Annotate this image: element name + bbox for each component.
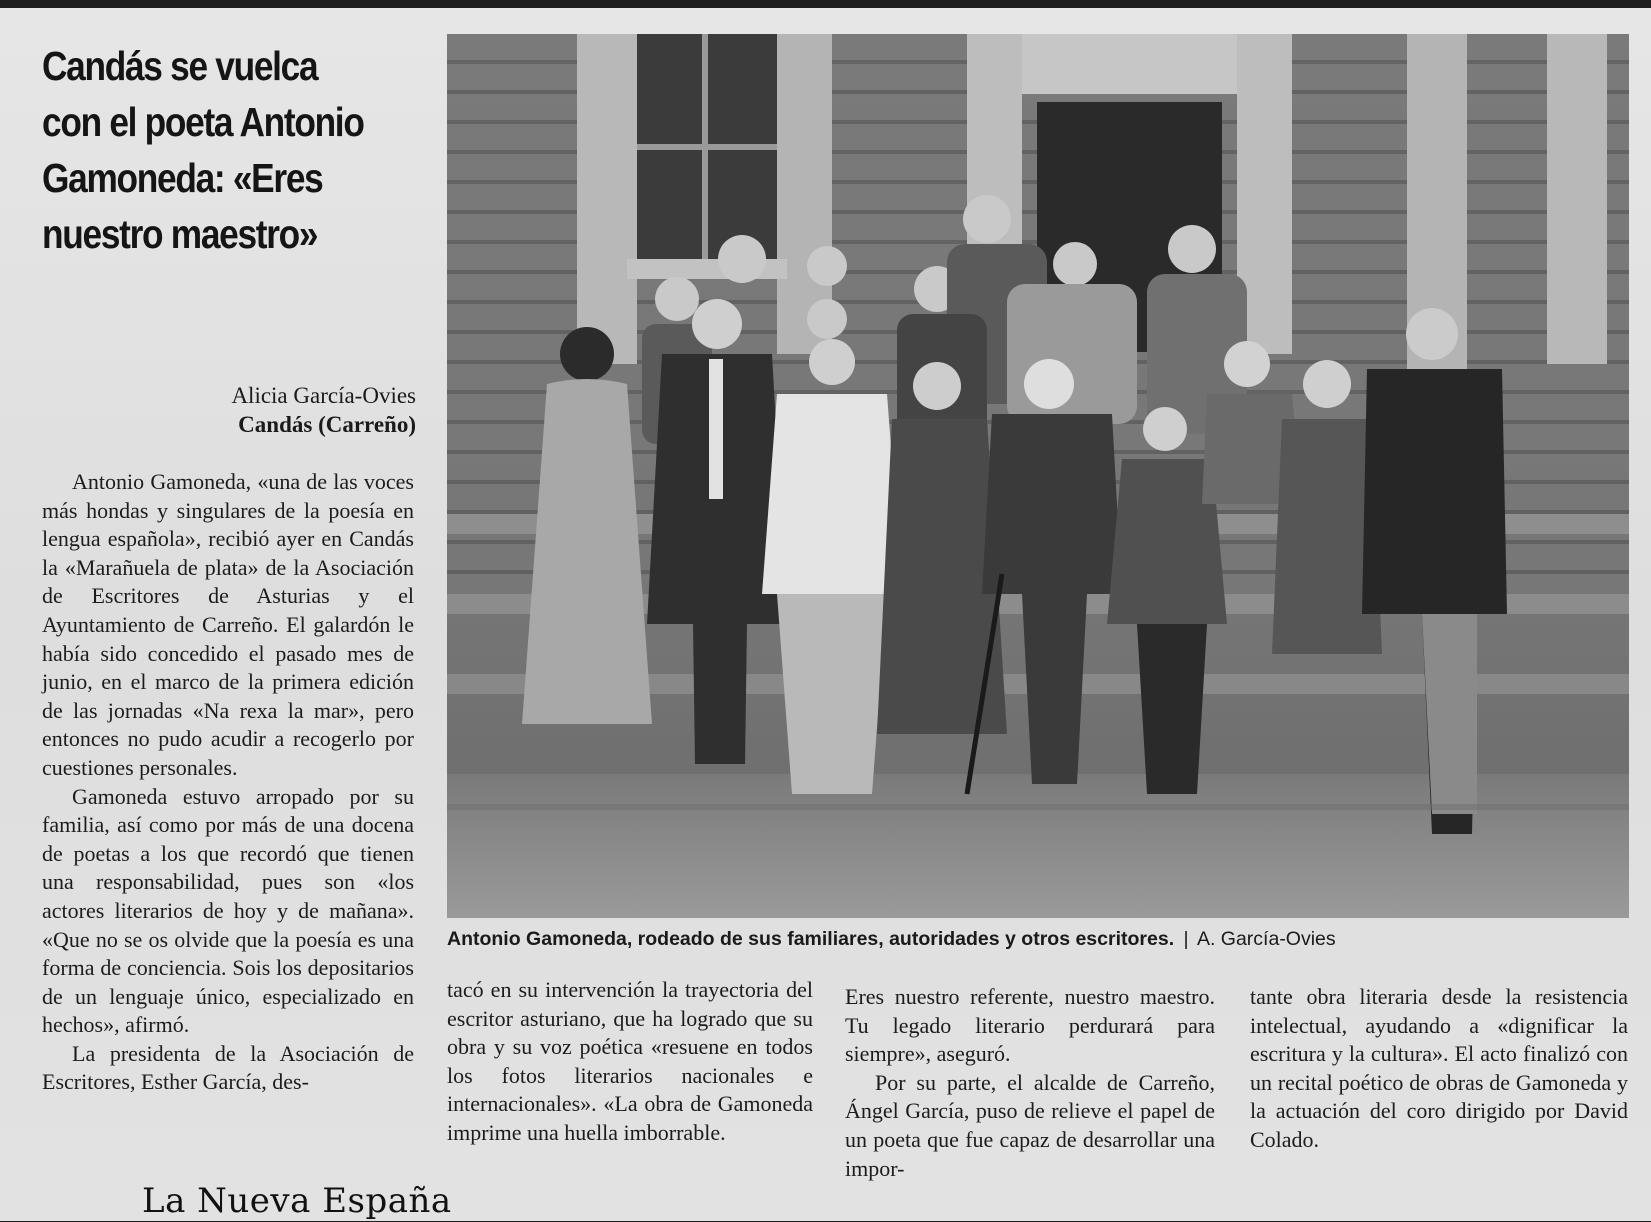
paragraph-2: Gamoneda estuvo arropado por su familia, así como por más de una docena de poetas a los que recordó que tienen una responsabilidad, pues son «los actores literarios de hoy y de mañana». «Que no se os olvide que la poesía es una forma de conciencia. Sois los depositarios de un lenguaje único, especializado en hechos», afirmó. [42,783,414,1038]
paragraph-4-start: Por su parte, el alcalde de Carreño, Ángel García, puso de relieve el papel de un poeta que fue capaz de desarrollar una impor- [845,1069,1215,1181]
photo-credit: A. García-Ovies [1196,928,1336,950]
article-column-1 [42,468,414,1097]
newspaper-page [0,8,1651,1221]
dateline-place: Candás (Carreño) [238,412,416,437]
author-name: Alicia García-Ovies [231,383,416,408]
group-photo [447,34,1629,918]
caption-separator: | [1183,928,1189,950]
paragraph-3-end: Eres nuestro referente, nuestro maestro. Tu legado literario perdurará para siempre», aseguró. [845,984,1215,1067]
article-column-4 [1250,983,1628,1155]
paragraph-3-continued: tacó en su intervención la trayectoria del escritor asturiano, que ha logrado que su obra y su voz poética «resuene en todos los fotos literarios nacionales e internacionales». «La obra de Gamoneda imprime una huella imborrable. [447,977,813,1145]
paragraph-1: Antonio Gamoneda, «una de las voces más hondas y singulares de la poesía en lengua española», recibió ayer en Candás la «Marañuela de plata» de la Asociación de Escritores de Asturias y el Ayuntamiento de Carreño. El galardón le había sido concedido el pasado mes de junio, en el marco de la primera edición de las jornadas «Na rexa la mar», pero entonces no pudo acudir a recogerlo por cuestiones personales. [42,469,414,780]
paragraph-3-start: La presidenta de la Asociación de Escritores, Esther García, des- [42,1040,414,1095]
article-column-2 [447,976,813,1148]
paragraph-4-end: tante obra literaria desde la resistencia intelectual, ayudando a «dignificar la escritura y la cultura». El acto finalizó con un recital poético de obras de Gamoneda y la actuación del coro dirigido por David Colado. [1250,984,1628,1152]
byline [150,381,416,439]
article-column-3 [845,983,1215,1183]
headline: Candás se vuelca con el poeta Antonio Gamoneda: «Eres nuestro maestro» [42,43,364,257]
photo-caption [447,926,1629,952]
caption-text: Antonio Gamoneda, rodeado de sus familiares, autoridades y otros escritores. [447,928,1175,950]
newspaper-masthead: La Nueva España [142,1181,452,1221]
